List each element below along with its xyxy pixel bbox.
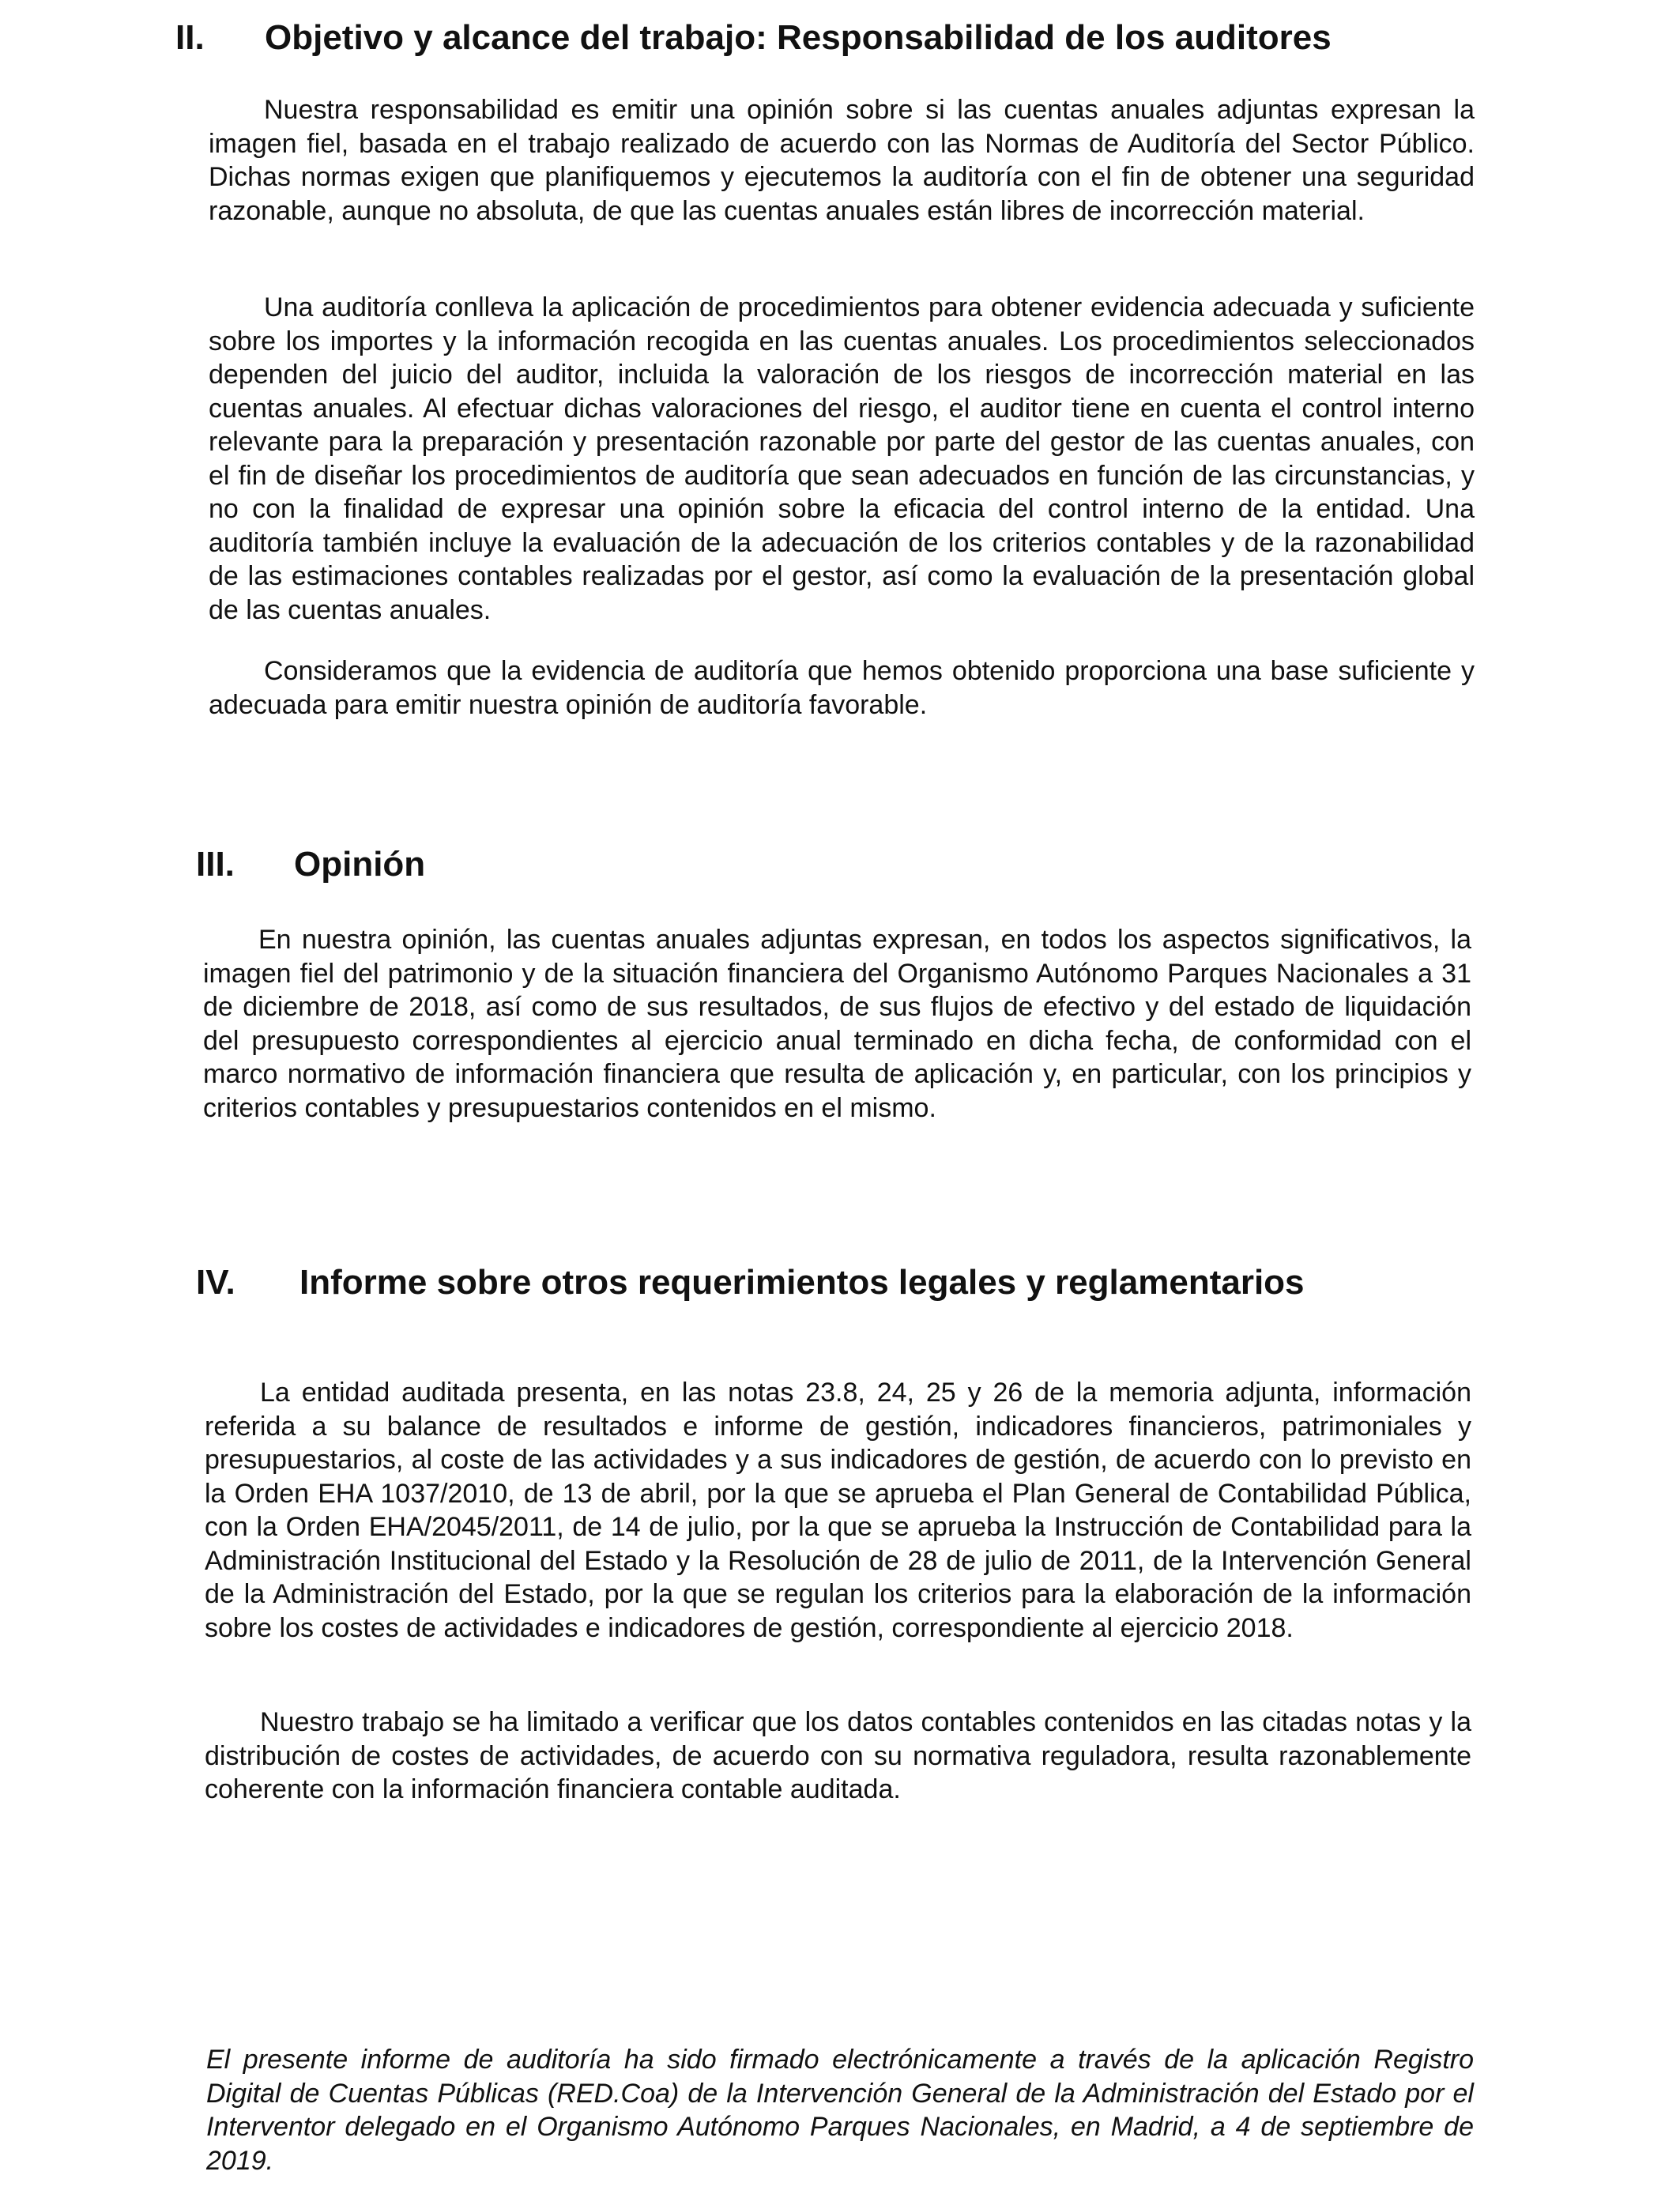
section-iv-heading: [196, 1262, 1381, 1303]
section-iv-number: IV.: [196, 1263, 235, 1302]
section-iii-heading: [196, 844, 512, 885]
electronic-signature-note: El presente informe de auditoría ha sido firmado electrónicamente a través de la aplicación Registro Digital de Cuentas Públicas (RED.Coa) de la Intervención General de la Administración del Estado por el Interventor delegado en el Organismo Autónomo Parques Nacionales, en Madrid, a 4 de septiembre de 2019.: [206, 2045, 1474, 2176]
section-ii-paragraph-3: Consideramos que la evidencia de auditoría que hemos obtenido proporciona una base suficiente y adecuada para emitir nuestra opinión de auditoría favorable.: [209, 656, 1475, 720]
section-ii-paragraph-1: Nuestra responsabilidad es emitir una opinión sobre si las cuentas anuales adjuntas expresan la imagen fiel, basada en el trabajo realizado de acuerdo con las Normas de Auditoría del Sector Público. Dichas normas exigen que planifiquemos y ejecutemos la auditoría con el fin de obtener una seguridad razonable, aunque no absoluta, de que las cuentas anuales están libres de incorrección material.: [209, 95, 1475, 226]
section-ii-number: II.: [175, 18, 205, 57]
section-ii-title: Objetivo y alcance del trabajo: Responsabilidad de los auditores: [265, 18, 1332, 57]
section-iii-title: Opinión: [294, 845, 426, 884]
section-ii-heading: [175, 17, 1408, 58]
section-iii-number: III.: [196, 845, 235, 884]
section-iv-title: Informe sobre otros requerimientos legales y reglamentarios: [299, 1263, 1305, 1302]
section-ii-paragraph-2: Una auditoría conlleva la aplicación de procedimientos para obtener evidencia adecuada y suficiente sobre los importes y la información recogida en las cuentas anuales. Los procedimientos seleccionados dependen del juicio del auditor, incluida la valoración de los riesgos de incorrección material en las cuentas anuales. Al efectuar dichas valoraciones del riesgo, el auditor tiene en cuenta el control interno relevante para la preparación y presentación razonable por parte del gestor de las cuentas anuales, con el fin de diseñar los procedimientos de auditoría que sean adecuados en función de las circunstancias, y no con la finalidad de expresar una opinión sobre la eficacia del control interno de la entidad. Una auditoría también incluye la evaluación de la adecuación de los criterios contables y de la razonabilidad de las estimaciones contables realizadas por el gestor, así como la evaluación de la presentación global de las cuentas anuales.: [209, 292, 1475, 625]
section-iv-paragraph-1: La entidad auditada presenta, en las notas 23.8, 24, 25 y 26 de la memoria adjunta, información referida a su balance de resultados e informe de gestión, indicadores financieros, patrimoniales y presupuestarios, al coste de las actividades y a sus indicadores de gestión, de acuerdo con lo previsto en la Orden EHA 1037/2010, de 13 de abril, por la que se aprueba el Plan General de Contabilidad Pública, con la Orden EHA/2045/2011, de 14 de julio, por la que se aprueba la Instrucción de Contabilidad para la Administración Institucional del Estado y la Resolución de 28 de julio de 2011, de la Intervención General de la Administración del Estado, por la que se regulan los criterios para la elaboración de la información sobre los costes de actividades e indicadores de gestión, correspondiente al ejercicio 2018.: [205, 1378, 1471, 1643]
section-iv-paragraph-2: Nuestro trabajo se ha limitado a verificar que los datos contables contenidos en las citadas notas y la distribución de costes de actividades, de acuerdo con su normativa reguladora, resulta razonablemente coherente con la información financiera contable auditada.: [205, 1707, 1471, 1804]
section-iii-paragraph-1: En nuestra opinión, las cuentas anuales adjuntas expresan, en todos los aspectos significativos, la imagen fiel del patrimonio y de la situación financiera del Organismo Autónomo Parques Nacionales a 31 de diciembre de 2018, así como de sus resultados, de sus flujos de efectivo y del estado de liquidación del presupuesto correspondientes al ejercicio anual terminado en dicha fecha, de conformidad con el marco normativo de información financiera que resulta de aplicación y, en particular, con los principios y criterios contables y presupuestarios contenidos en el mismo.: [203, 925, 1471, 1123]
